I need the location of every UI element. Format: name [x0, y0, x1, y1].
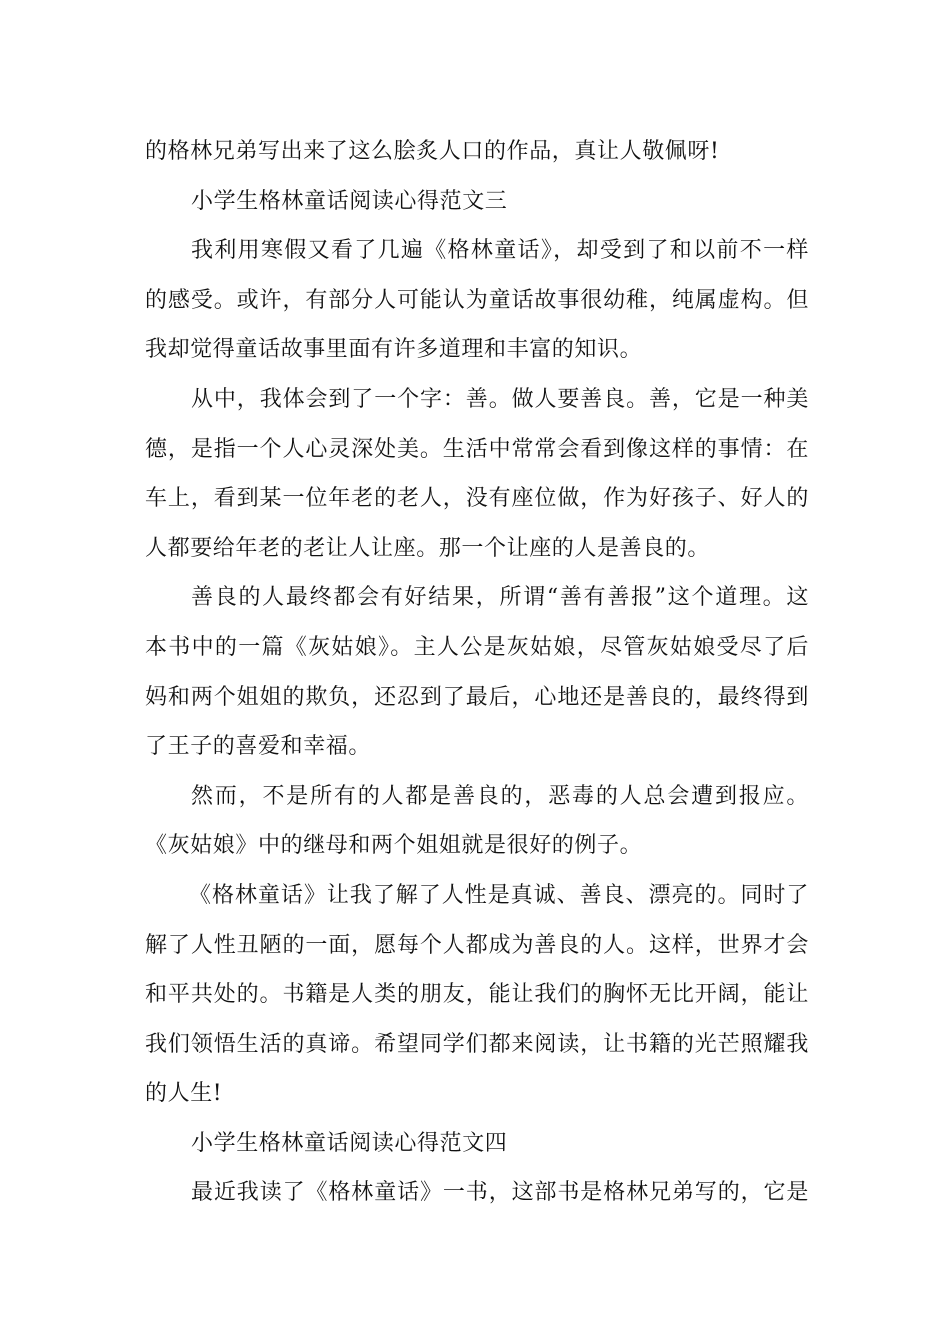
text-line: 车上，看到某一位年老的老人，没有座位做，作为好孩子、好人的: [145, 486, 809, 512]
text-line: 从中，我体会到了一个字：善。做人要善良。善，它是一种美: [191, 386, 809, 412]
text-line: 的感受。或许，有部分人可能认为童话故事很幼稚，纯属虚构。但: [145, 287, 809, 313]
text-line: 最近我读了《格林童话》一书，这部书是格林兄弟写的，它是: [191, 1180, 809, 1206]
text-line: 我却觉得童话故事里面有许多道理和丰富的知识。: [145, 337, 643, 363]
text-line: 《格林童话》让我了解了人性是真诚、善良、漂亮的。同时了: [189, 882, 809, 908]
text-line: 然而，不是所有的人都是善良的，恶毒的人总会遭到报应。: [191, 783, 809, 809]
section-heading: 小学生格林童话阅读心得范文三: [191, 188, 508, 214]
text-line: 和平共处的。书籍是人类的朋友，能让我们的胸怀无比开阔，能让: [145, 982, 809, 1008]
document-body: [145, 127, 809, 1218]
section-heading: 小学生格林童话阅读心得范文四: [191, 1130, 508, 1156]
text-line: 解了人性丑陋的一面，愿每个人都成为善良的人。这样，世界才会: [145, 932, 809, 958]
text-line: 我们领悟生活的真谛。希望同学们都来阅读，让书籍的光芒照耀我: [145, 1031, 809, 1057]
text-line: 的格林兄弟写出来了这么脍炙人口的作品，真让人敬佩呀!: [145, 139, 720, 164]
text-line: 德，是指一个人心灵深处美。生活中常常会看到像这样的事情：在: [145, 436, 809, 462]
text-line: 妈和两个姐姐的欺负，还忍到了最后，心地还是善良的，最终得到: [145, 684, 809, 710]
text-line: 了王子的喜爱和幸福。: [145, 734, 372, 760]
text-line: 本书中的一篇《灰姑娘》。主人公是灰姑娘，尽管灰姑娘受尽了后: [145, 634, 809, 660]
text-line: 善良的人最终都会有好结果，所谓“善有善报”这个道理。这: [191, 585, 809, 611]
text-line: 我利用寒假又看了几遍《格林童话》，却受到了和以前不一样: [191, 238, 809, 264]
text-line: 《灰姑娘》中的继母和两个姐姐就是很好的例子。: [145, 833, 643, 859]
text-line: 人都要给年老的老让人让座。那一个让座的人是善良的。: [145, 535, 711, 561]
text-line: 的人生!: [145, 1081, 223, 1107]
